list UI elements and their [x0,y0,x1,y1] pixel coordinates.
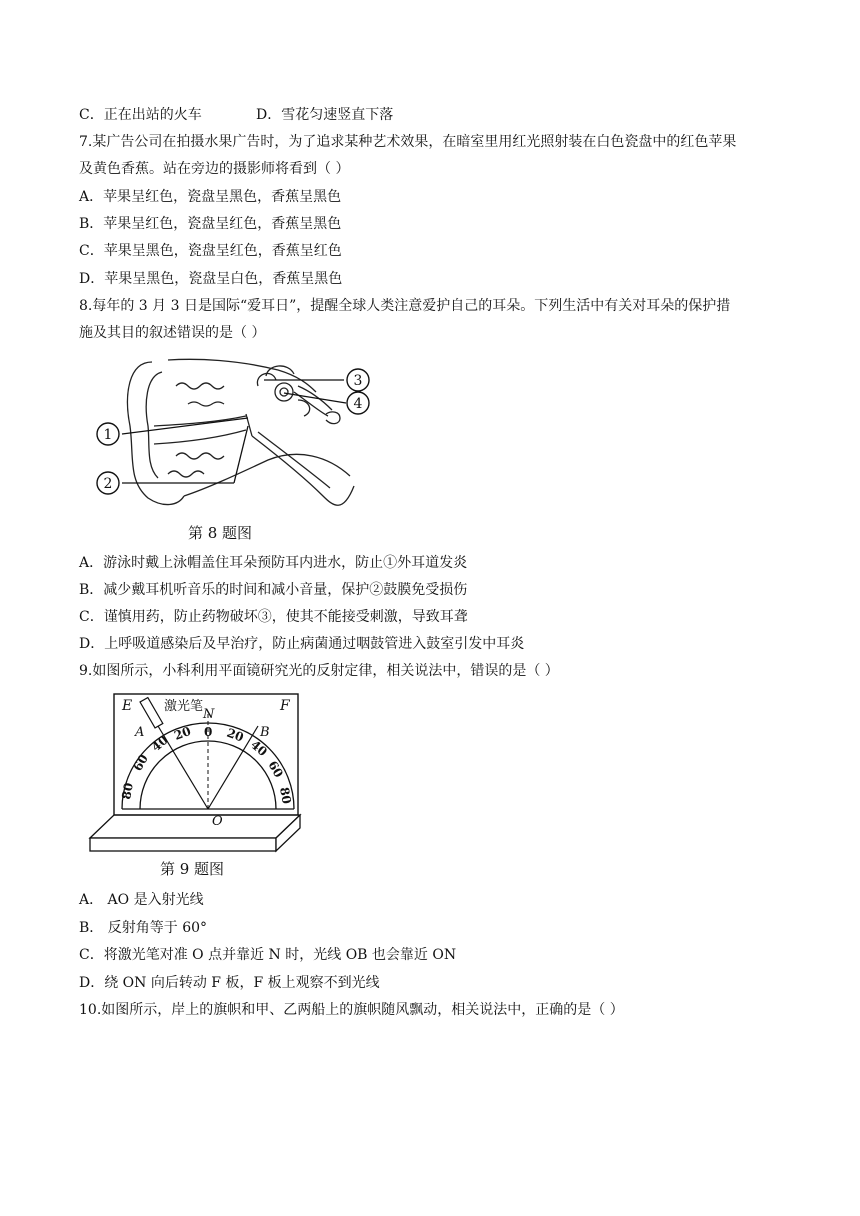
scale-left-80: 80 [119,781,136,801]
ray-label-a: A [135,725,145,740]
scale-left-20: 20 [172,723,193,743]
ear-figure-caption: 第 8 题图 [187,524,253,542]
svg-text:4: 4 [353,396,363,412]
ear-diagram [88,356,378,548]
ear-diagram-figure [88,356,378,548]
laser-pen-label: 激光笔 [164,699,204,714]
q9-option-d: D．绕 ON 向后转动 F 板，F 板上观察不到光线 [79,975,380,991]
svg-text:3: 3 [353,373,363,389]
ray-label-b: B [260,725,270,740]
laser-pen [140,698,163,728]
scale-right-40: 40 [248,737,270,760]
q8-option-d: D．上呼吸道感染后及早治疗，防止病菌通过咽鼓管进入鼓室引发中耳炎 [79,636,525,652]
q8-option-a: A．游泳时戴上泳帽盖住耳朵预防耳内进水，防止①外耳道发炎 [79,555,468,571]
scale-right-60: 60 [265,758,286,780]
normal-label-n: N [203,707,215,722]
scale-zero: 0 [204,725,213,739]
scale-right-80: 80 [277,786,294,805]
ear-label-1 [97,423,119,445]
ear-label-2 [97,472,119,494]
board-label-f: F [280,698,290,714]
q7-option-b: B．苹果呈红色，瓷盘呈红色，香蕉呈黑色 [79,216,342,232]
reflection-figure-caption: 第 9 题图 [159,860,225,878]
q6-option-d: D．雪花匀速竖直下落 [256,107,394,123]
q7-stem-line1: 7.某广告公司在拍摄水果广告时，为了追求某种艺术效果，在暗室里用红光照射装在白色瓷盘中的红色苹果 [79,134,737,150]
q9-stem: 9.如图所示，小科利用平面镜研究光的反射定律，相关说法中，错误的是（ ） [79,663,559,679]
q8-option-b: B．减少戴耳机听音乐的时间和减小音量，保护②鼓膜免受损伤 [79,582,468,598]
q8-option-c: C．谨慎用药，防止药物破坏③，使其不能接受刺激，导致耳聋 [79,609,468,625]
q6-option-c: C．正在出站的火车 [79,107,202,123]
q8-stem-line2: 施及其目的叙述错误的是（ ） [79,325,266,341]
q7-option-a: A．苹果呈红色，瓷盘呈黑色，香蕉呈黑色 [79,189,342,205]
q7-option-c: C．苹果呈黑色，瓷盘呈红色，香蕉呈红色 [79,243,342,259]
scale-left-40: 40 [148,732,171,755]
q8-stem-line1: 8.每年的 3 月 3 日是国际“爱耳日”，提醒全球人类注意爱护自己的耳朵。下列生活中有关对耳朵的保护措 [79,298,731,314]
board-label-e: E [122,698,133,714]
scale-left-60: 60 [130,752,151,774]
q7-option-d: D．苹果呈黑色，瓷盘呈白色，香蕉呈黑色 [79,271,343,287]
ear-label-4 [347,392,369,414]
scale-right-20: 20 [224,725,246,745]
q9-option-b: B． 反射角等于 60° [79,920,208,936]
ear-label-3 [347,369,369,391]
q9-option-a: A． AO 是入射光线 [79,892,204,908]
svg-text:1: 1 [103,427,113,443]
reflection-diagram [88,688,304,880]
reflection-diagram-figure [88,688,304,880]
q7-stem-line2: 及黄色香蕉。站在旁边的摄影师将看到（ ） [79,161,350,177]
q10-stem: 10.如图所示，岸上的旗帜和甲、乙两船上的旗帜随风飘动，相关说法中，正确的是（ ） [79,1002,624,1018]
point-label-o: O [212,814,223,829]
q9-option-c: C．将激光笔对准 O 点并靠近 N 时，光线 OB 也会靠近 ON [79,947,457,963]
svg-text:2: 2 [103,476,113,492]
